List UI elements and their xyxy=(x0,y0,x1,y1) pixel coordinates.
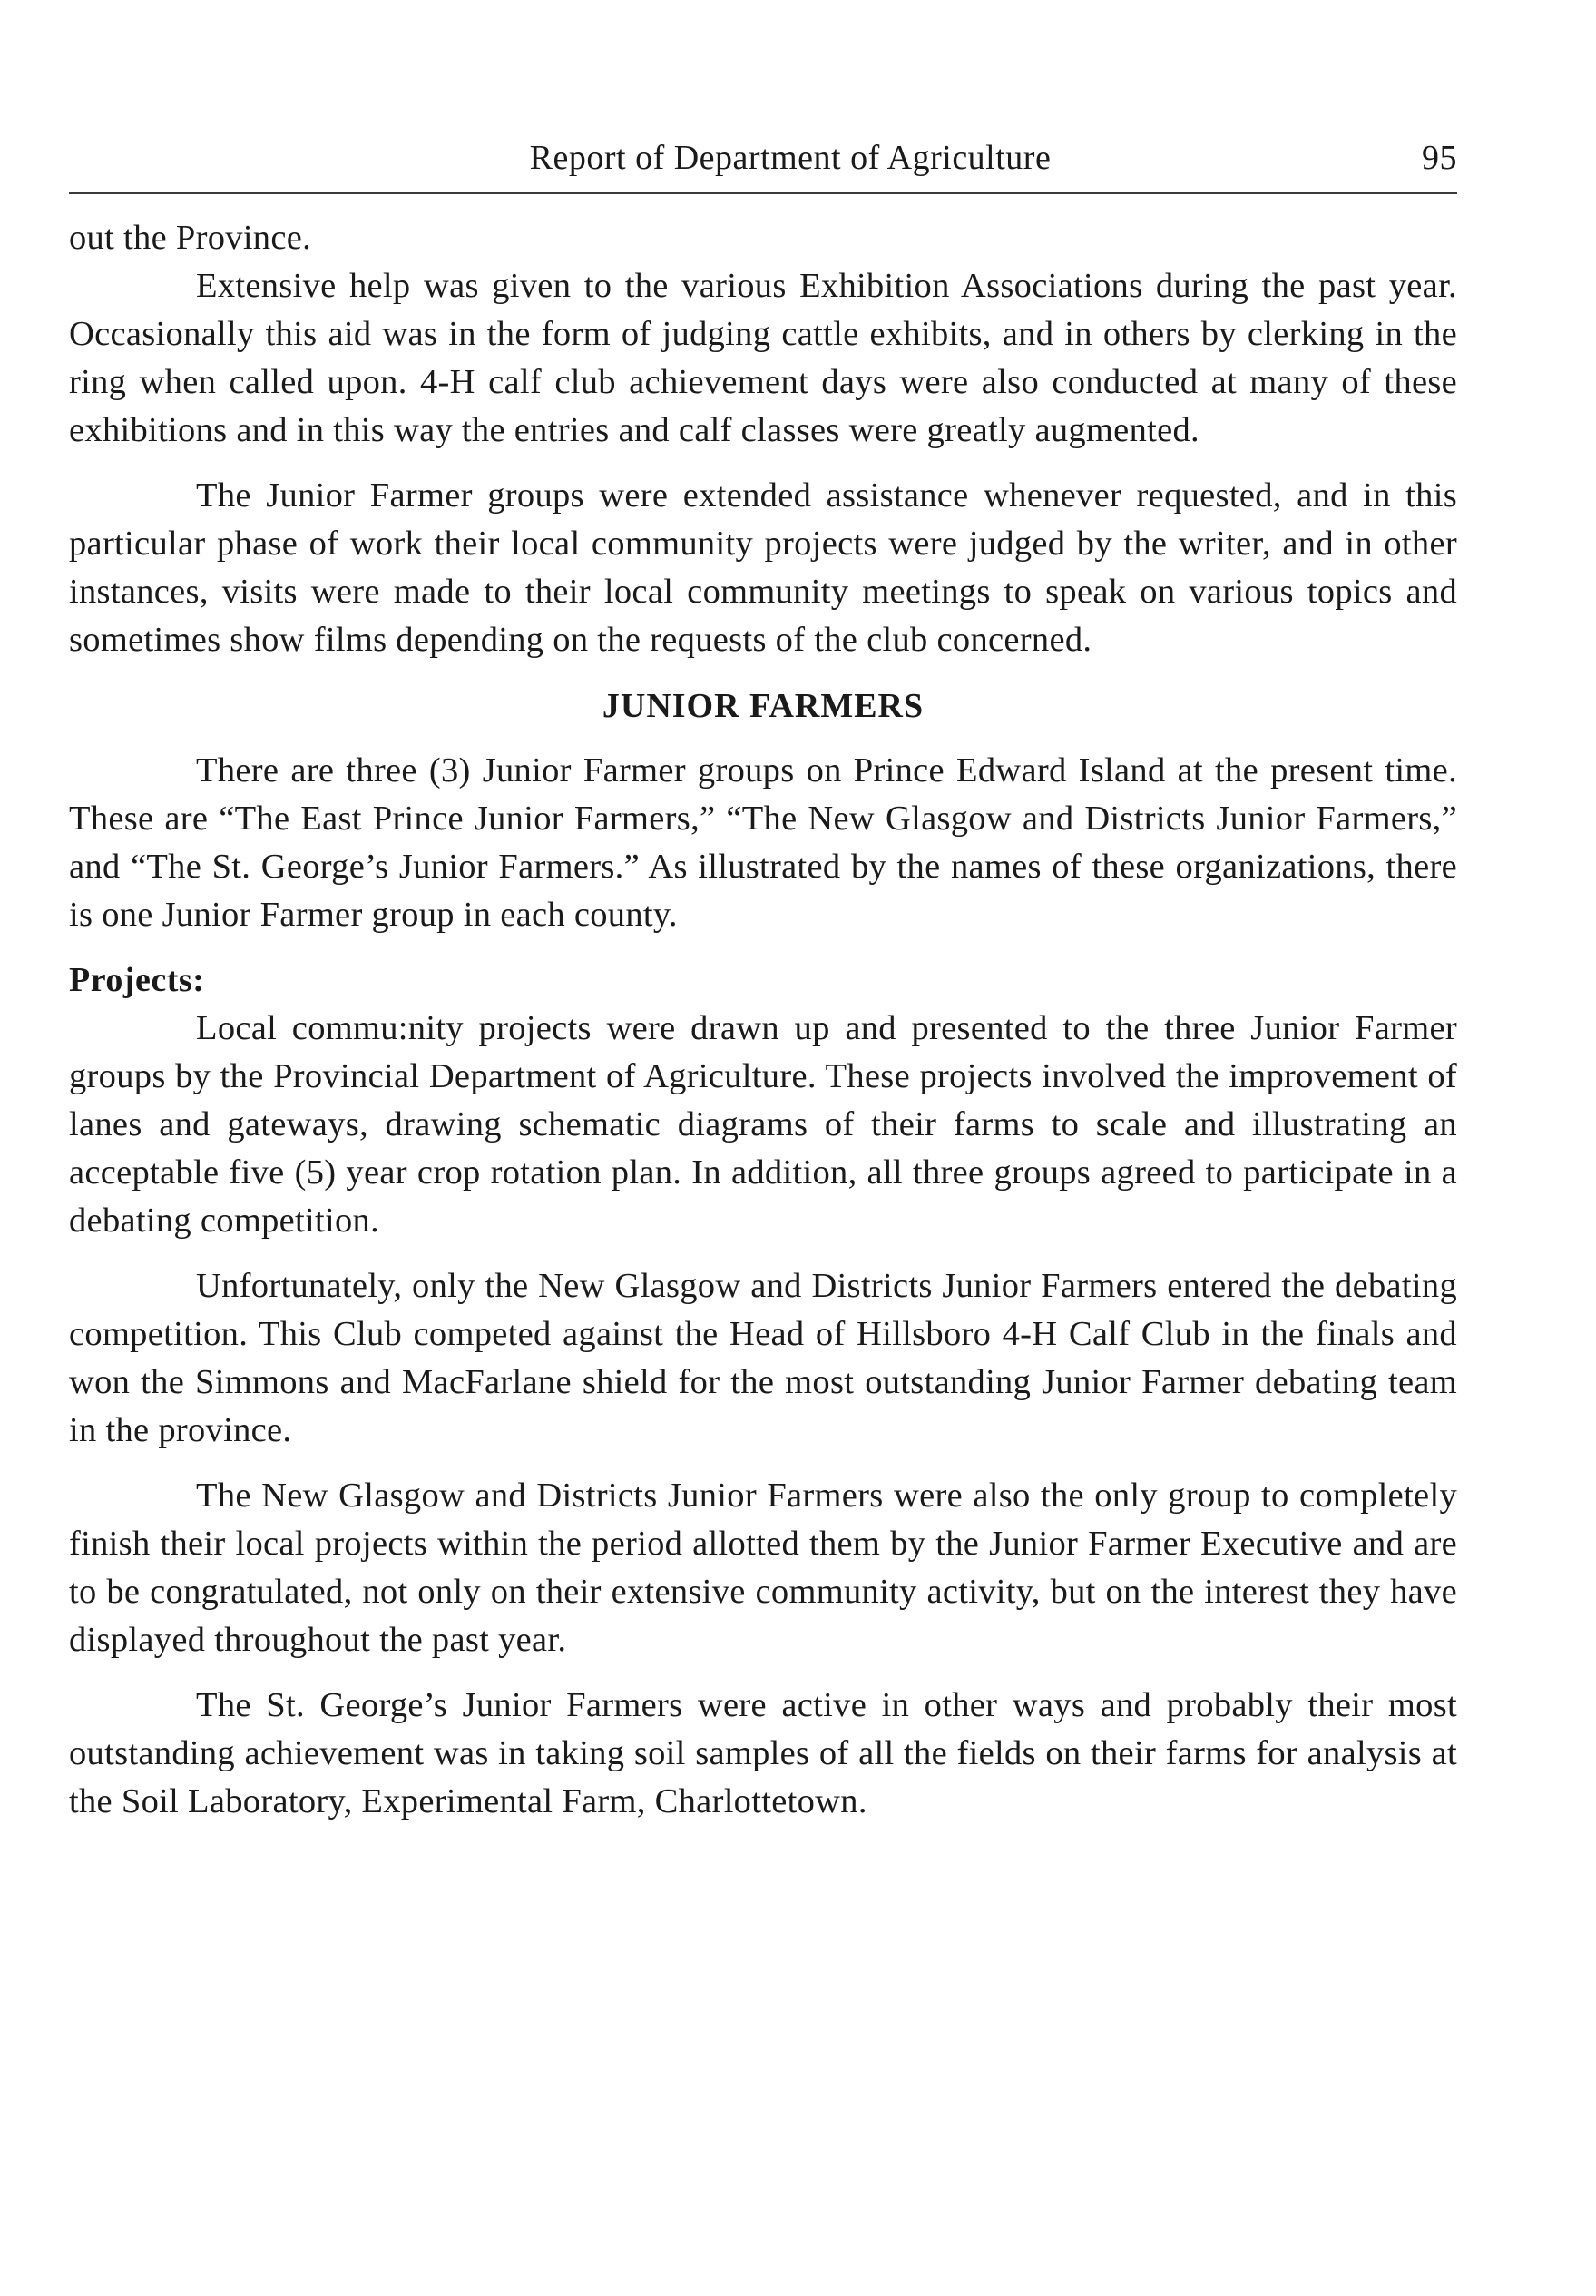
section-heading-junior-farmers: JUNIOR FARMERS xyxy=(602,687,925,725)
paragraph-continuation: out the Province. xyxy=(69,219,312,257)
document-body xyxy=(69,214,1457,1826)
running-header xyxy=(69,136,1457,194)
paragraph-new-glasgow-projects: The New Glasgow and Districts Junior Farmers were also the only group to completely finish their local projects within the period allotted them by the Junior Farmer Executive and are to be congratulated, not only on their extensive community activity, but on the interest they have displayed throughout the past year. xyxy=(69,1477,1457,1659)
paragraph-junior-farmer-assistance: The Junior Farmer groups were extended assistance whenever requested, and in this particular phase of work their local community projects were judged by the writer, and in other instances, visits were made to their local community meetings to speak on various topics and sometimes show films depending on the requests of the club concerned. xyxy=(69,476,1457,659)
paragraph-debating-competition: Unfortunately, only the New Glasgow and Districts Junior Farmers entered the debating competition. This Club competed against the Head of Hillsboro 4-H Calf Club in the finals and won the Simmons and MacFarlane shield for the most outstanding Junior Farmer debating team in the province. xyxy=(69,1267,1457,1449)
subheading-projects: Projects: xyxy=(69,961,205,999)
paragraph-exhibition-help: Extensive help was given to the various Exhibition Associations during the past year. Occasionally this aid was in the form of judging cattle exhibits, and in others by clerking in the ring when called upon. 4-H calf club achievement days were also conducted at many of these exhibitions and in this way the entries and calf classes were greatly augmented. xyxy=(69,267,1457,449)
paragraph-st-georges-soil-samples: The St. George’s Junior Farmers were active in other ways and probably their most outstanding achievement was in taking soil samples of all the fields on their farms for analysis at the Soil Laboratory, Experimental Farm, Charlottetown. xyxy=(69,1686,1457,1820)
paragraph-three-groups: There are three (3) Junior Farmer groups on Prince Edward Island at the present time. These are “The East Prince Junior Farmers,” “The New Glasgow and Districts Junior Farmers,” and “The St. George’s Junior Farmers.” As illustrated by the names of these organizations, there is one Junior Farmer group in each county. xyxy=(69,751,1457,934)
paragraph-local-projects: Local commu:nity projects were drawn up and presented to the three Junior Farmer groups by the Provincial Department of Agriculture. These projects involved the improvement of lanes and gateways, drawing schematic diagrams of their farms to scale and illustrating an acceptable five (5) year crop rotation plan. In addition, all three groups agreed to participate in a debating competition. xyxy=(69,1009,1457,1240)
running-header-title: Report of Department of Agriculture xyxy=(529,139,1052,177)
document-page xyxy=(69,136,1457,1826)
page-number: 95 xyxy=(1422,139,1457,177)
